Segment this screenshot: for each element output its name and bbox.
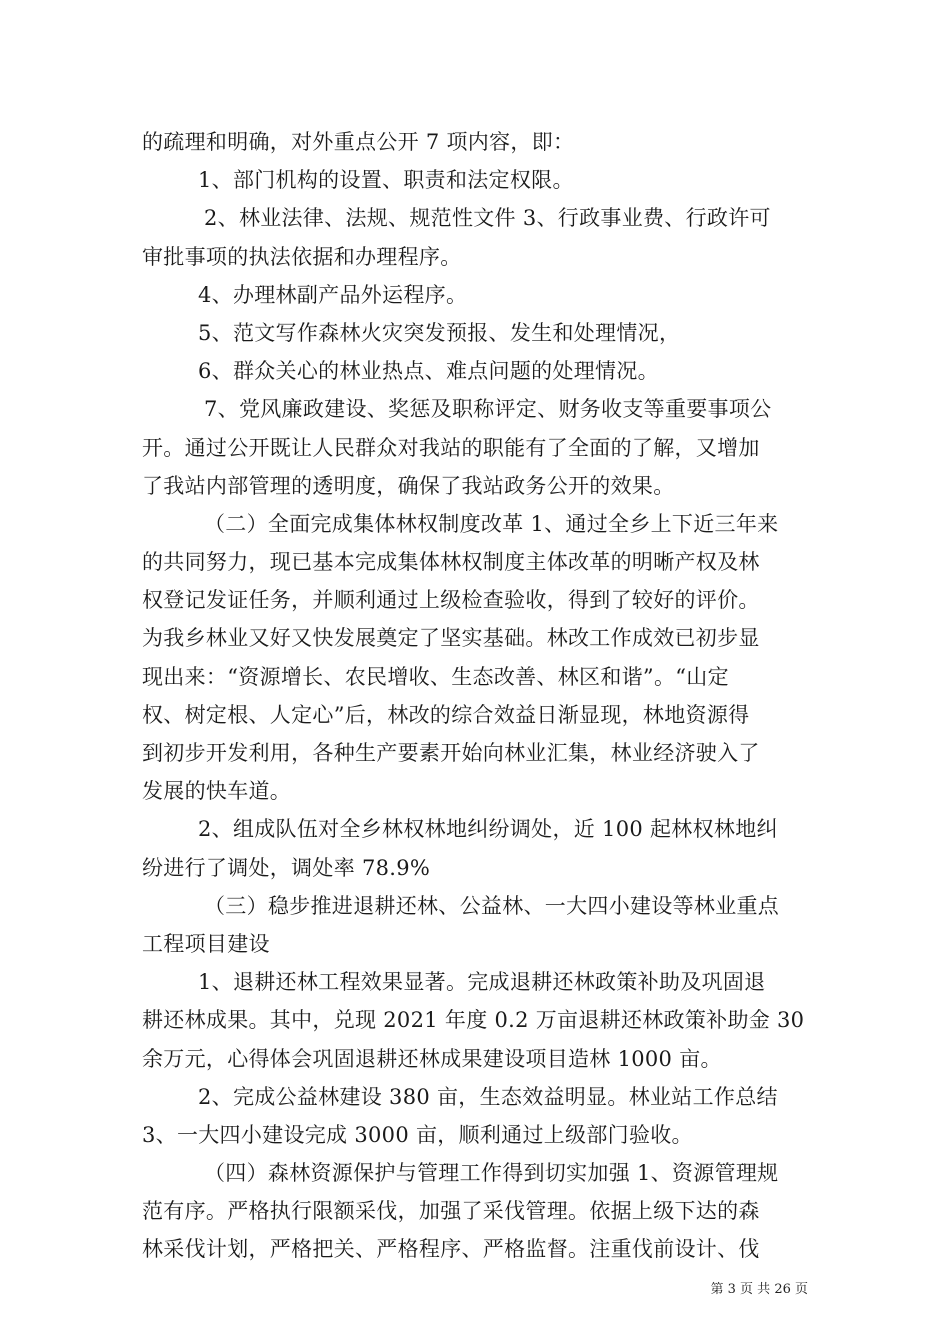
- text-line: 余万元，心得体会巩固退耕还林成果建设项目造林 1000 亩。: [142, 1046, 722, 1071]
- section-heading-3: （三）稳步推进退耕还林、公益林、一大四小建设等林业重点: [204, 893, 780, 918]
- text-line: 2、组成队伍对全乡林权林地纠纷调处，近 100 起林权林地纠: [198, 817, 778, 842]
- text-line: 到初步开发利用，各种生产要素开始向林业汇集，林业经济驶入了: [142, 741, 760, 765]
- text-line: 开。通过公开既让人民群众对我站的职能有了全面的了解，又增加: [142, 435, 760, 460]
- page-number-footer: 第 3 页 共 26 页: [710, 1282, 808, 1297]
- text-line: 现出来：“资源增长、农民增收、生态改善、林区和谐”。“山定: [142, 664, 729, 689]
- text-line: 耕还林成果。其中，兑现 2021 年度 0.2 万亩退耕还林政策补助金 30: [142, 1008, 805, 1033]
- text-line: 审批事项的执法依据和办理程序。: [142, 244, 462, 269]
- text-line: 6、群众关心的林业热点、难点问题的处理情况。: [198, 359, 659, 384]
- section-heading-2: （二）全面完成集体林权制度改革 1、通过全乡上下近三年来: [204, 511, 779, 536]
- section-heading-4: （四）森林资源保护与管理工作得到切实加强 1、资源管理规: [204, 1161, 779, 1186]
- text-line: 工程项目建设: [142, 931, 270, 956]
- text-line: 纷进行了调处，调处率 78.9%: [142, 855, 431, 880]
- text-line: 3、一大四小建设完成 3000 亩，顺利通过上级部门验收。: [142, 1122, 693, 1147]
- text-line: 范有序。严格执行限额采伐，加强了采伐管理。依据上级下达的森: [142, 1199, 760, 1224]
- document-body: [142, 123, 807, 1269]
- text-line: 发展的快车道。: [142, 779, 292, 804]
- text-line: 2、完成公益林建设 380 亩，生态效益明显。林业站工作总结: [198, 1084, 778, 1109]
- text-line: 权、树定根、人定心”后，林改的综合效益日渐显现，林地资源得: [142, 702, 750, 727]
- text-line: 的共同努力，现已基本完成集体林权制度主体改革的明晰产权及林: [142, 550, 760, 575]
- text-line: 为我乡林业又好又快发展奠定了坚实基础。林改工作成效已初步显: [142, 626, 760, 651]
- text-line: 5、范文写作森林火灾突发预报、发生和处理情况，: [198, 320, 681, 345]
- text-line: 4、办理林副产品外运程序。: [198, 282, 468, 307]
- text-line: 2、林业法律、法规、规范性文件 3、行政事业费、行政许可: [204, 206, 771, 231]
- text-line: 权登记发证任务，并顺利通过上级检查验收，得到了较好的评价。: [142, 588, 760, 613]
- text-line: 林采伐计划，严格把关、严格程序、严格监督。注重伐前设计、伐: [142, 1237, 760, 1262]
- text-line: 了我站内部管理的透明度，确保了我站政务公开的效果。: [142, 473, 675, 498]
- text-line: 1、部门机构的设置、职责和法定权限。: [198, 168, 574, 193]
- text-line: 7、党风廉政建设、奖惩及职称评定、财务收支等重要事项公: [204, 397, 772, 422]
- text-line: 1、退耕还林工程效果显著。完成退耕还林政策补助及巩固退: [198, 970, 766, 995]
- text-line: 的疏理和明确，对外重点公开 7 项内容，即：: [142, 130, 575, 154]
